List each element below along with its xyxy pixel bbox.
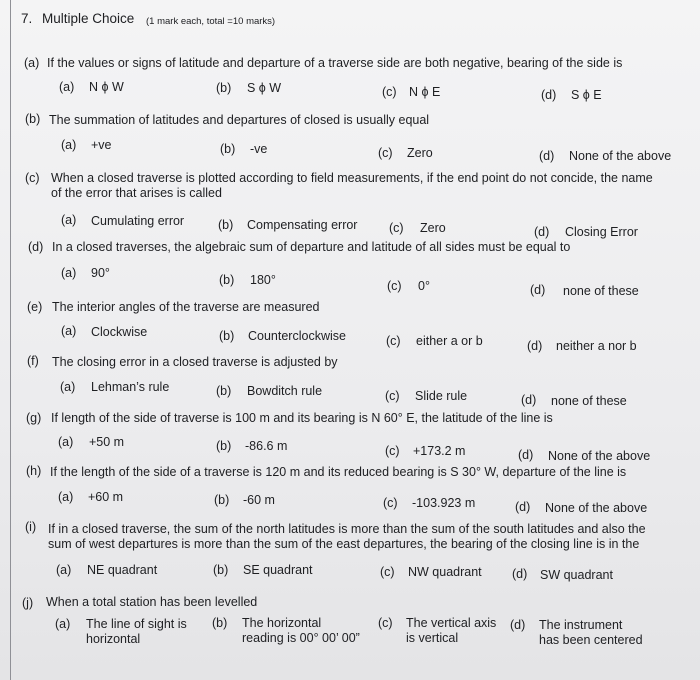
option-text[interactable]: none of these	[551, 394, 627, 408]
option-letter: (d)	[515, 500, 531, 514]
question-text: In a closed traverses, the algebraic sum of departure and latitude of all sides must be equal to	[52, 240, 571, 254]
option-letter: (c)	[380, 565, 395, 579]
question-label: (f)	[27, 354, 39, 368]
option-text[interactable]: The instrument	[539, 618, 623, 632]
question-label: (b)	[25, 112, 41, 126]
question-text: The summation of latitudes and departures of closed is usually equal	[49, 113, 430, 127]
option-text[interactable]: Cumulating error	[91, 214, 185, 228]
option-text[interactable]: N ϕ W	[89, 80, 124, 94]
option-text[interactable]: The horizontal	[242, 616, 322, 630]
option-letter: (a)	[61, 324, 77, 338]
option-letter: (a)	[55, 617, 71, 631]
option-letter: (c)	[382, 85, 397, 99]
option-letter: (d)	[530, 283, 546, 297]
option-letter: (c)	[383, 496, 398, 510]
option-text[interactable]: Bowditch rule	[247, 384, 323, 398]
question-text: When a closed traverse is plotted according to field measurements, if the end point do not concide, the name	[51, 171, 653, 185]
option-letter: (a)	[61, 213, 77, 227]
question-text: If length of the side of traverse is 100 m and its bearing is N 60° E, the latitude of the line is	[51, 411, 553, 425]
marks-note: (1 mark each, total =10 marks)	[146, 16, 276, 27]
option-letter: (c)	[378, 616, 393, 630]
option-text[interactable]: None of the above	[548, 449, 651, 463]
option-text[interactable]: The line of sight is	[86, 617, 187, 631]
option-letter: (b)	[219, 273, 235, 287]
option-text[interactable]: SW quadrant	[540, 568, 613, 582]
option-text[interactable]: Counterclockwise	[248, 329, 346, 343]
option-text[interactable]: +60 m	[88, 490, 124, 504]
option-text[interactable]: -60 m	[243, 493, 275, 507]
option-text-cont[interactable]: is vertical	[406, 631, 459, 645]
option-letter: (b)	[216, 439, 232, 453]
question-text: The closing error in a closed traverse is adjusted by	[52, 355, 338, 369]
question-label: (g)	[26, 411, 42, 425]
question-label: (c)	[25, 171, 40, 185]
section-title: Multiple Choice	[42, 11, 135, 26]
option-letter: (b)	[216, 81, 232, 95]
option-letter: (a)	[61, 138, 77, 152]
option-text[interactable]: either a or b	[416, 334, 483, 348]
option-letter: (d)	[518, 448, 534, 462]
option-letter: (d)	[539, 149, 555, 163]
option-letter: (a)	[60, 380, 76, 394]
option-letter: (c)	[386, 334, 401, 348]
option-text[interactable]: SE quadrant	[243, 563, 313, 577]
option-letter: (a)	[56, 563, 72, 577]
option-text[interactable]: Lehman’s rule	[91, 380, 170, 394]
question-label: (d)	[28, 240, 44, 254]
option-text[interactable]: S ϕ W	[247, 81, 282, 95]
option-text[interactable]: N ϕ E	[409, 85, 441, 99]
page-margin-line	[10, 0, 11, 680]
option-letter: (b)	[214, 493, 230, 507]
option-text[interactable]: -86.6 m	[245, 439, 288, 453]
option-text[interactable]: none of these	[563, 284, 639, 298]
option-text[interactable]: neither a nor b	[556, 339, 637, 353]
option-text[interactable]: Compensating error	[247, 218, 358, 232]
option-letter: (c)	[385, 389, 400, 403]
option-text[interactable]: None of the above	[545, 501, 648, 515]
question-text: The interior angles of the traverse are measured	[52, 300, 320, 314]
option-text-cont[interactable]: has been centered	[539, 633, 643, 647]
question-text: If the length of the side of a traverse is 120 m and its reduced bearing is S 30° W, departure of the line is	[50, 465, 627, 479]
question-text-cont: sum of west departures is more than the sum of the east departures, the bearing of the closing line is in the	[48, 537, 640, 551]
option-letter: (b)	[212, 616, 228, 630]
option-text[interactable]: +ve	[91, 138, 112, 152]
option-text[interactable]: Slide rule	[415, 389, 468, 403]
option-text-cont[interactable]: reading is 00° 00’ 00”	[242, 631, 360, 645]
question-label: (e)	[27, 300, 43, 314]
option-text[interactable]: Closing Error	[565, 225, 638, 239]
option-letter: (c)	[389, 221, 404, 235]
option-letter: (c)	[378, 146, 393, 160]
option-letter: (d)	[541, 88, 557, 102]
question-number: 7.	[21, 11, 33, 26]
option-text[interactable]: The vertical axis	[406, 616, 497, 630]
option-text[interactable]: Zero	[420, 221, 446, 235]
option-letter: (d)	[534, 225, 550, 239]
option-letter: (a)	[58, 435, 74, 449]
option-text[interactable]: 180°	[250, 273, 276, 287]
option-letter: (d)	[512, 567, 528, 581]
question-label: (a)	[24, 56, 40, 70]
option-letter: (d)	[521, 393, 537, 407]
option-letter: (a)	[58, 490, 74, 504]
question-text: If in a closed traverse, the sum of the north latitudes is more than the sum of the south latitudes and also the	[48, 522, 646, 536]
option-text[interactable]: NW quadrant	[408, 565, 482, 579]
option-text-cont[interactable]: horizontal	[86, 632, 141, 646]
option-text[interactable]: -ve	[250, 142, 268, 156]
question-label: (j)	[22, 596, 34, 610]
option-letter: (b)	[220, 142, 236, 156]
option-text[interactable]: 0°	[418, 279, 430, 293]
option-text[interactable]: None of the above	[569, 149, 672, 163]
option-text[interactable]: -103.923 m	[412, 496, 476, 510]
question-label: (i)	[25, 520, 37, 534]
option-text[interactable]: +50 m	[89, 435, 125, 449]
option-letter: (c)	[385, 444, 400, 458]
option-text[interactable]: +173.2 m	[413, 444, 466, 458]
question-text: If the values or signs of latitude and departure of a traverse side are both negative, bearing of the side is	[47, 56, 623, 70]
option-letter: (b)	[219, 329, 235, 343]
option-letter: (b)	[216, 384, 232, 398]
option-text[interactable]: Zero	[407, 146, 433, 160]
option-text[interactable]: Clockwise	[91, 325, 148, 339]
option-letter: (b)	[213, 563, 229, 577]
question-text: When a total station has been levelled	[46, 595, 258, 609]
option-text[interactable]: S ϕ E	[571, 88, 602, 102]
option-text[interactable]: 90°	[91, 266, 110, 280]
option-letter: (c)	[387, 279, 402, 293]
option-text[interactable]: NE quadrant	[87, 563, 158, 577]
option-letter: (b)	[218, 218, 234, 232]
option-letter: (a)	[61, 266, 77, 280]
option-letter: (d)	[527, 339, 543, 353]
option-letter: (d)	[510, 618, 526, 632]
option-letter: (a)	[59, 80, 75, 94]
question-label: (h)	[26, 464, 42, 478]
question-text-cont: of the error that arises is called	[51, 186, 222, 200]
